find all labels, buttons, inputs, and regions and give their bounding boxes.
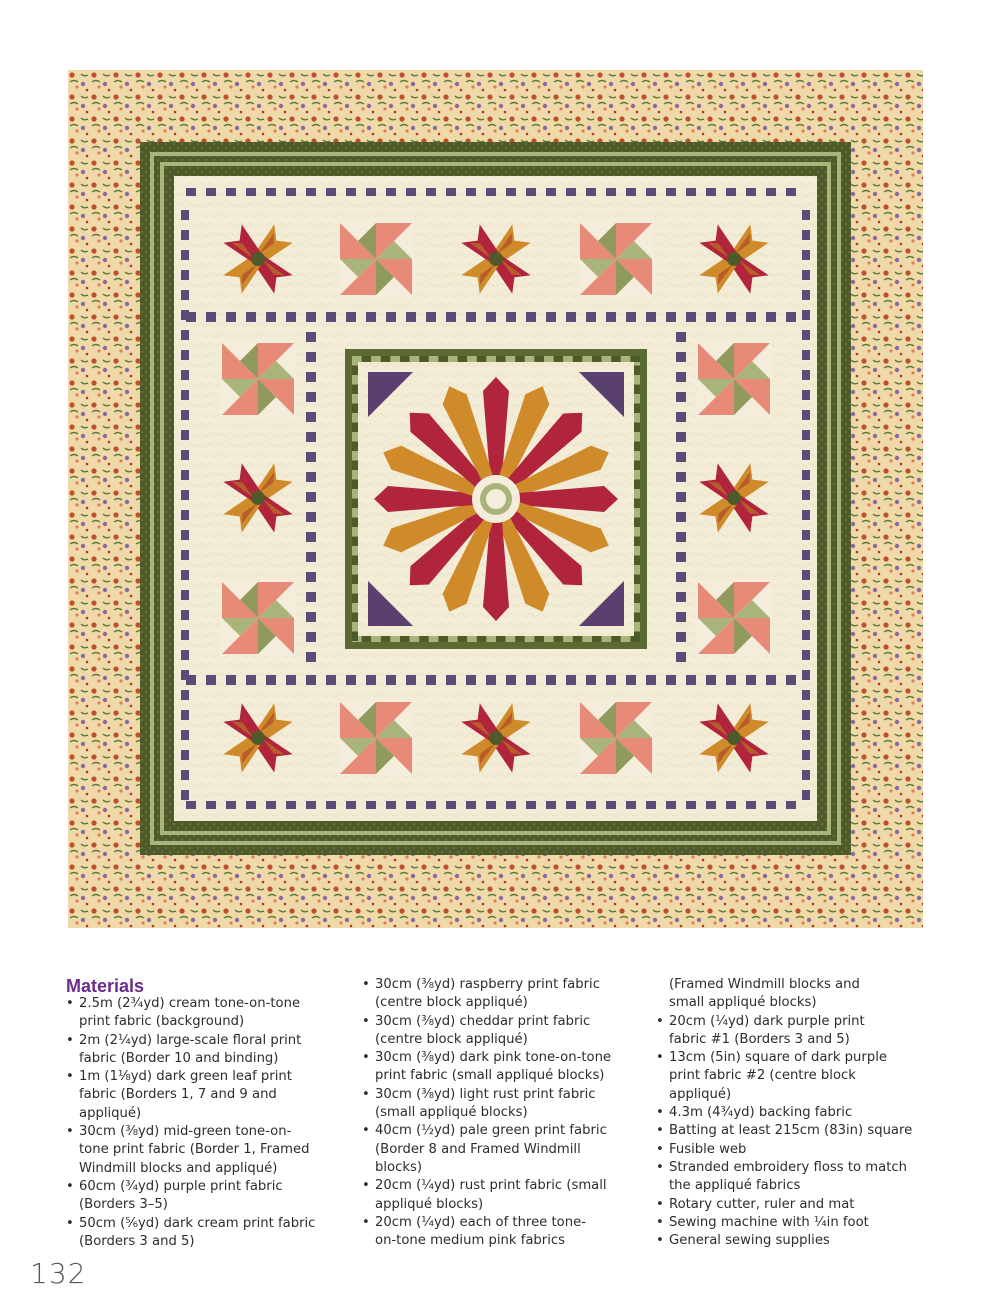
materials-list-item: • 30cm (⅜yd) raspberry print fabric <box>362 976 644 994</box>
border-square <box>206 312 216 322</box>
border-square <box>746 188 756 196</box>
materials-column-1 <box>66 995 336 1251</box>
border-square <box>766 188 776 196</box>
border-square <box>676 552 686 562</box>
border-square <box>181 730 189 740</box>
border-square <box>181 710 189 720</box>
materials-list-item-continuation: print fabric (small appliqué blocks) <box>375 1068 605 1084</box>
border-square <box>226 801 236 809</box>
materials-list-item: • 20cm (¼yd) each of three tone- <box>362 1214 644 1232</box>
border-square <box>266 312 276 322</box>
materials-list-item-continuation: appliqué) <box>669 1086 732 1102</box>
border-square <box>586 675 596 685</box>
border-square <box>746 312 756 322</box>
border-square <box>676 432 686 442</box>
border-square <box>346 312 356 322</box>
materials-column-3 <box>656 976 926 1250</box>
border-square <box>286 675 296 685</box>
border-square <box>676 592 686 602</box>
border-square <box>506 188 516 196</box>
border-square <box>646 312 656 322</box>
border-square <box>626 801 636 809</box>
border-square <box>366 188 376 196</box>
border-square <box>181 690 189 700</box>
border-square <box>306 532 316 542</box>
materials-list-item-continuation: (Border 8 and Framed Windmill <box>375 1141 581 1157</box>
border-square <box>746 675 756 685</box>
border-square <box>306 612 316 622</box>
border-square <box>586 312 596 322</box>
border-square <box>306 592 316 602</box>
border-square <box>486 801 496 809</box>
border-square <box>546 312 556 322</box>
border-square <box>802 330 810 340</box>
border-square <box>766 801 776 809</box>
border-square <box>466 801 476 809</box>
border-square <box>226 675 236 685</box>
windmill-block <box>220 580 296 656</box>
materials-list-item: • 30cm (⅜yd) mid-green tone-on- <box>66 1123 336 1141</box>
materials-list-item: • 20cm (¼yd) rust print fabric (small <box>362 1177 644 1195</box>
border-square <box>746 801 756 809</box>
border-square <box>406 312 416 322</box>
border-square <box>466 312 476 322</box>
windmill-block <box>696 580 772 656</box>
border-square <box>726 675 736 685</box>
border-square <box>526 801 536 809</box>
border-square <box>676 612 686 622</box>
border-square <box>181 670 189 680</box>
materials-section <box>66 976 926 1256</box>
border-square <box>802 290 810 300</box>
border-square <box>181 370 189 380</box>
materials-list-item-continuation: on-tone medium pink fabrics <box>375 1233 566 1249</box>
border-square <box>181 630 189 640</box>
border-square <box>802 510 810 520</box>
border-square <box>206 801 216 809</box>
border-square <box>306 392 316 402</box>
materials-list-item-continuation: small appliqué blocks) <box>669 995 817 1011</box>
border-square <box>676 472 686 482</box>
border-square <box>706 801 716 809</box>
border-square <box>181 470 189 480</box>
materials-list-item-continuation: (small appliqué blocks) <box>375 1105 528 1121</box>
border-square <box>426 312 436 322</box>
border-square <box>466 188 476 196</box>
border-square <box>306 552 316 562</box>
border-square <box>406 675 416 685</box>
border-square <box>676 392 686 402</box>
border-square <box>246 801 256 809</box>
materials-list-item: • 50cm (⅚yd) dark cream print fabric <box>66 1215 336 1233</box>
border-square <box>266 675 276 685</box>
border-square <box>566 801 576 809</box>
materials-list-item-continuation: tone print fabric (Border 1, Framed <box>79 1142 310 1158</box>
border-square <box>802 570 810 580</box>
border-square <box>181 230 189 240</box>
border-square <box>181 250 189 260</box>
border-square <box>181 290 189 300</box>
border-square <box>802 390 810 400</box>
border-square <box>366 312 376 322</box>
border-square <box>606 801 616 809</box>
border-square <box>206 675 216 685</box>
border-square <box>346 675 356 685</box>
border-square <box>686 675 696 685</box>
border-square <box>181 770 189 780</box>
windmill-block <box>338 221 414 297</box>
border-square <box>406 188 416 196</box>
border-square <box>676 372 686 382</box>
materials-list-item-continuation: (Borders 3–5) <box>79 1197 168 1213</box>
materials-list-item-continuation: fabric (Borders 1, 7 and 9 and <box>79 1087 277 1103</box>
border-square <box>526 312 536 322</box>
border-square <box>386 675 396 685</box>
border-square <box>802 350 810 360</box>
materials-column-2 <box>362 976 644 1250</box>
materials-list-item-continuation: appliqué blocks) <box>375 1196 484 1212</box>
border-square <box>181 450 189 460</box>
border-square <box>686 312 696 322</box>
border-square <box>446 312 456 322</box>
border-square <box>306 801 316 809</box>
materials-list-item: • 1m (1⅛yd) dark green leaf print <box>66 1068 336 1086</box>
border-square <box>676 532 686 542</box>
border-square <box>802 310 810 320</box>
materials-list-item-continuation: (Borders 3 and 5) <box>79 1233 195 1249</box>
materials-list-item-continuation: fabric (Border 10 and binding) <box>79 1050 279 1066</box>
border-square <box>802 790 810 800</box>
border-square <box>326 312 336 322</box>
border-square <box>366 675 376 685</box>
materials-list-item: • 30cm (⅜yd) light rust print fabric <box>362 1086 644 1104</box>
border-square <box>426 675 436 685</box>
border-square <box>802 470 810 480</box>
border-square <box>802 450 810 460</box>
border-square <box>306 632 316 642</box>
border-square <box>181 270 189 280</box>
border-square <box>486 675 496 685</box>
border-square <box>206 188 216 196</box>
border-square <box>306 372 316 382</box>
border-square <box>676 492 686 502</box>
border-square <box>802 230 810 240</box>
border-square <box>306 472 316 482</box>
border-square <box>306 412 316 422</box>
border-square <box>706 312 716 322</box>
border-square <box>606 312 616 322</box>
border-square <box>181 530 189 540</box>
materials-list-item: • 13cm (5in) square of dark purple <box>656 1049 926 1067</box>
materials-list-item: • 60cm (¾yd) purple print fabric <box>66 1178 336 1196</box>
border-square <box>802 270 810 280</box>
materials-list-item: • General sewing supplies <box>656 1232 926 1250</box>
border-square <box>286 188 296 196</box>
border-square <box>726 312 736 322</box>
border-square <box>286 312 296 322</box>
border-square <box>181 410 189 420</box>
materials-list-item: • 2.5m (2¾yd) cream tone-on-tone <box>66 995 336 1013</box>
border-square <box>446 188 456 196</box>
border-square <box>566 675 576 685</box>
materials-list-item: • 30cm (⅜yd) cheddar print fabric <box>362 1013 644 1031</box>
border-square <box>526 675 536 685</box>
border-square <box>676 412 686 422</box>
border-square <box>686 801 696 809</box>
materials-list-item-continuation: appliqué) <box>79 1105 142 1121</box>
materials-list-item: • Sewing machine with ¼in foot <box>656 1214 926 1232</box>
materials-list-item-continuation: the appliqué fabrics <box>669 1178 801 1194</box>
border-square <box>802 550 810 560</box>
border-square <box>786 801 796 809</box>
border-square <box>686 188 696 196</box>
border-square <box>181 510 189 520</box>
materials-list-item-continuation: Windmill blocks and appliqué) <box>79 1160 278 1176</box>
border-square <box>676 452 686 462</box>
quilt-photo <box>68 70 923 928</box>
border-square <box>802 210 810 220</box>
border-square <box>666 312 676 322</box>
border-square <box>546 675 556 685</box>
border-square <box>802 770 810 780</box>
materials-list-item-continuation: print fabric #2 (centre block <box>669 1068 856 1084</box>
border-square <box>181 790 189 800</box>
border-square <box>426 188 436 196</box>
border-square <box>246 312 256 322</box>
materials-list-item-continuation: (Framed Windmill blocks and <box>669 977 860 992</box>
border-square <box>766 675 776 685</box>
border-square <box>326 801 336 809</box>
border-square <box>326 188 336 196</box>
border-square <box>406 801 416 809</box>
border-square <box>802 610 810 620</box>
materials-list-item: • Fusible web <box>656 1141 926 1159</box>
page-number: 132 <box>30 1257 87 1290</box>
border-square <box>306 452 316 462</box>
windmill-block <box>338 700 414 776</box>
border-square <box>676 572 686 582</box>
border-square <box>606 188 616 196</box>
windmill-block <box>578 221 654 297</box>
border-square <box>766 312 776 322</box>
border-square <box>306 572 316 582</box>
border-square <box>306 312 316 322</box>
border-square <box>726 188 736 196</box>
border-square <box>306 492 316 502</box>
border-square <box>506 312 516 322</box>
border-square <box>566 188 576 196</box>
border-square <box>546 801 556 809</box>
border-square <box>786 312 796 322</box>
border-square <box>286 801 296 809</box>
border-square <box>306 352 316 362</box>
border-square <box>326 675 336 685</box>
border-square <box>266 188 276 196</box>
border-square <box>676 512 686 522</box>
border-square <box>181 550 189 560</box>
border-square <box>246 188 256 196</box>
border-square <box>646 801 656 809</box>
border-square <box>466 675 476 685</box>
border-square <box>802 530 810 540</box>
border-square <box>181 310 189 320</box>
border-square <box>266 801 276 809</box>
border-square <box>802 750 810 760</box>
border-square <box>676 652 686 662</box>
windmill-block <box>696 341 772 417</box>
border-square <box>646 675 656 685</box>
border-square <box>802 590 810 600</box>
border-square <box>506 801 516 809</box>
border-square <box>181 610 189 620</box>
border-square <box>706 188 716 196</box>
materials-list-item-continuation: blocks) <box>375 1159 423 1175</box>
border-square <box>226 188 236 196</box>
border-square <box>346 801 356 809</box>
border-square <box>181 490 189 500</box>
border-square <box>526 188 536 196</box>
border-square <box>486 312 496 322</box>
border-square <box>346 188 356 196</box>
border-square <box>226 312 236 322</box>
border-square <box>446 675 456 685</box>
border-square <box>676 332 686 342</box>
border-square <box>386 188 396 196</box>
border-square <box>802 630 810 640</box>
materials-list-item: • 2m (2¼yd) large-scale floral print <box>66 1032 336 1050</box>
materials-list-item: • 4.3m (4¾yd) backing fabric <box>656 1104 926 1122</box>
border-square <box>306 652 316 662</box>
border-square <box>802 490 810 500</box>
windmill-block <box>578 700 654 776</box>
border-square <box>181 330 189 340</box>
border-square <box>586 801 596 809</box>
border-square <box>802 690 810 700</box>
border-square <box>802 370 810 380</box>
materials-list-item-continuation: (centre block appliqué) <box>375 995 528 1011</box>
materials-list-item: • Rotary cutter, ruler and mat <box>656 1196 926 1214</box>
materials-list-item-continuation: fabric #1 (Borders 3 and 5) <box>669 1031 850 1047</box>
border-square <box>426 801 436 809</box>
border-square <box>606 675 616 685</box>
border-square <box>626 312 636 322</box>
materials-list-item: • 20cm (¼yd) dark purple print <box>656 1013 926 1031</box>
border-square <box>386 312 396 322</box>
materials-heading: Materials <box>66 976 145 996</box>
border-square <box>186 188 196 196</box>
border-square <box>181 650 189 660</box>
border-square <box>181 350 189 360</box>
border-square <box>306 675 316 685</box>
border-square <box>366 801 376 809</box>
border-square <box>802 710 810 720</box>
materials-list-item-continuation: (centre block appliqué) <box>375 1031 528 1047</box>
border-square <box>181 430 189 440</box>
windmill-block <box>220 341 296 417</box>
border-square <box>486 188 496 196</box>
border-square <box>566 312 576 322</box>
border-square <box>802 430 810 440</box>
border-square <box>802 730 810 740</box>
materials-list-item: • 40cm (½yd) pale green print fabric <box>362 1122 644 1140</box>
border-square <box>506 675 516 685</box>
border-square <box>181 390 189 400</box>
border-square <box>786 188 796 196</box>
materials-list-item: • Stranded embroidery floss to match <box>656 1159 926 1177</box>
materials-list-item: • Batting at least 215cm (83in) square <box>656 1122 926 1140</box>
border-square <box>802 250 810 260</box>
border-square <box>306 188 316 196</box>
border-square <box>646 188 656 196</box>
border-square <box>586 188 596 196</box>
border-square <box>181 750 189 760</box>
border-square <box>786 675 796 685</box>
border-square <box>446 801 456 809</box>
border-square <box>802 650 810 660</box>
border-square <box>306 332 316 342</box>
border-square <box>181 590 189 600</box>
border-square <box>306 432 316 442</box>
border-square <box>181 210 189 220</box>
border-square <box>546 188 556 196</box>
border-square <box>666 675 676 685</box>
border-square <box>386 801 396 809</box>
border-square <box>726 801 736 809</box>
border-square <box>626 188 636 196</box>
border-square <box>181 570 189 580</box>
materials-list-item: • 30cm (⅜yd) dark pink tone-on-tone <box>362 1049 644 1067</box>
materials-list-item-continuation: print fabric (background) <box>79 1014 245 1030</box>
border-square <box>666 801 676 809</box>
border-square <box>676 352 686 362</box>
border-square <box>802 670 810 680</box>
border-square <box>802 410 810 420</box>
border-square <box>666 188 676 196</box>
border-square <box>676 632 686 642</box>
border-square <box>246 675 256 685</box>
border-square <box>626 675 636 685</box>
border-square <box>186 801 196 809</box>
border-square <box>306 512 316 522</box>
border-square <box>706 675 716 685</box>
